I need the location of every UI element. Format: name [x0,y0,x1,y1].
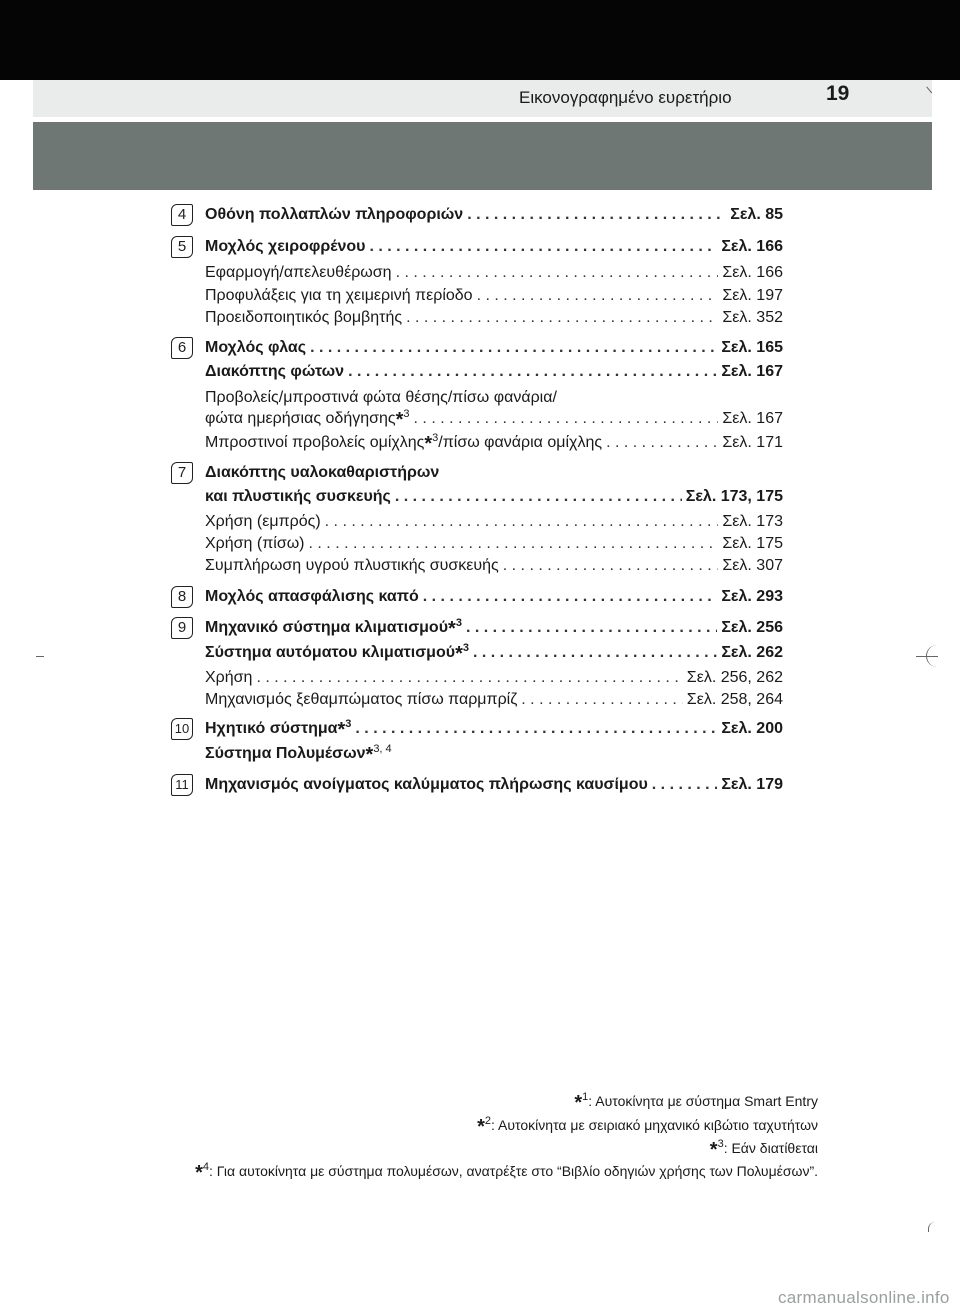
dot-leader [310,339,717,357]
note-reference: 3 [403,408,410,420]
index-subentry[interactable] [205,264,783,288]
entry-label: Μπροστινοί προβολείς ομίχλης [205,434,425,451]
crop-mark-left-middle [36,656,44,657]
entry-label: Μηχανισμός ξεθαμπώματος πίσω παρμπρίζ [205,691,518,708]
entry-label: Χρήση (εμπρός) [205,513,321,530]
page-number: 19 [826,82,850,105]
entry-label-group [205,408,410,431]
index-subentry[interactable] [205,434,783,458]
entry-label: Μοχλός φλας [205,339,307,356]
index-subentry[interactable] [205,535,783,559]
entry-label: και πλυστικής συσκευής [205,488,391,505]
item-number-7: 7 [171,462,193,484]
entry-page[interactable]: Σελ. 173, 175 [685,488,783,505]
entry-page[interactable]: Σελ. 179 [721,776,783,793]
image-placeholder-band [33,122,932,190]
dot-leader [652,776,718,794]
note-asterisk: * [424,433,433,455]
entry-page[interactable]: Σελ. 166 [721,238,783,255]
dot-leader [395,488,682,506]
item-number-10: 10 [171,718,193,740]
dot-leader [355,720,717,738]
entry-page[interactable]: Σελ. 167 [722,410,783,427]
index-subentry[interactable] [205,309,783,333]
index-entry[interactable] [205,488,783,512]
footnote-number: 4 [202,1161,210,1173]
dot-leader [348,363,717,381]
dot-leader [423,588,718,606]
index-entry[interactable] [205,776,783,800]
note-asterisk: * [448,618,456,640]
footnote-text: : Αυτοκίνητα με σύστημα Smart Entry [588,1093,818,1109]
index-entry[interactable] [205,238,783,262]
footnote-text: : Αυτοκίνητα με σειριακό μηχανικό κιβώτιο ταχυτήτων [491,1117,818,1133]
entry-page[interactable]: Σελ. 256 [721,619,783,636]
footnote-text: : Για αυτοκίνητα με σύστημα πολυμέσων, ανατρέξτε στο “Βιβλίο οδηγιών χρήσης των Πολυμέσων”. [209,1163,818,1179]
footnote-number: 2 [484,1115,492,1127]
footnote-number: 3 [717,1138,724,1150]
entry-label: Μηχανισμός ανοίγματος καλύμματος πλήρωσης καυσίμου [205,776,648,793]
entry-page[interactable]: Σελ. 171 [722,434,783,451]
entry-page[interactable]: Σελ. 165 [721,339,783,356]
dot-leader [606,434,718,452]
dot-leader [309,535,719,553]
entry-page[interactable]: Σελ. 258, 264 [686,691,783,708]
entry-page[interactable]: Σελ. 175 [722,535,783,552]
dot-leader [477,287,719,305]
entry-label: Προβολείς/μπροστινά φώτα θέσης/πίσω φανάρια/ [205,389,557,406]
dot-leader [521,691,683,709]
crop-mark-right-middle-arc [926,645,939,667]
entry-label: Μοχλός χειροφρένου [205,238,366,255]
footnote-asterisk: * [709,1139,718,1161]
item-number-9: 9 [171,617,193,639]
entry-label-group [205,718,352,741]
index-entry[interactable] [205,644,783,668]
entry-label: Ηχητικό σύστημα [205,720,338,737]
entry-label: Εφαρμογή/απελευθέρωση [205,264,392,281]
item-number-6: 6 [171,337,193,359]
note-reference: 3 [345,718,352,730]
index-entry[interactable] [205,206,783,230]
note-reference: 3 [432,432,439,444]
entry-page[interactable]: Σελ. 262 [721,644,783,661]
item-number-11: 11 [171,774,193,796]
entry-page[interactable]: Σελ. 197 [722,287,783,304]
footnote-3 [709,1138,818,1161]
entry-page[interactable]: Σελ. 85 [730,206,783,223]
entry-page[interactable]: Σελ. 167 [721,363,783,380]
entry-label: Μοχλός απασφάλισης καπό [205,588,419,605]
dot-leader [256,669,682,687]
entry-label: Μηχανικό σύστημα κλιματισμού [205,619,449,636]
note-reference: 3 [455,617,462,629]
entry-label: Συμπλήρωση υγρού πλυστικής συσκευής [205,557,499,574]
entry-label: Χρήση [205,669,253,686]
dot-leader [325,513,719,531]
entry-page[interactable]: Σελ. 293 [721,588,783,605]
entry-label: Χρήση (πίσω) [205,535,305,552]
note-reference: 3 [462,642,469,654]
entry-label: φώτα ημερήσιας οδήγησης [205,410,396,427]
dot-leader [473,644,717,662]
entry-page[interactable]: Σελ. 166 [722,264,783,281]
item-number-5: 5 [171,236,193,258]
index-subentry[interactable] [205,557,783,581]
entry-label-continued: /πίσω φανάρια ομίχλης [438,434,603,451]
dot-leader [467,206,726,224]
index-subentry[interactable] [205,410,783,434]
entry-page[interactable]: Σελ. 256, 262 [686,669,783,686]
entry-page[interactable]: Σελ. 352 [722,309,783,326]
entry-page[interactable]: Σελ. 307 [722,557,783,574]
note-asterisk: * [365,744,374,766]
watermark: carmanualsonline.info [778,1288,950,1307]
footnote-asterisk: * [574,1092,583,1114]
dot-leader [369,238,717,256]
index-subentry[interactable] [205,691,783,715]
footnote-asterisk: * [477,1116,485,1138]
entry-label-group [205,743,392,766]
entry-label: Διακόπτης φώτων [205,363,345,380]
item-number-4: 4 [171,204,193,226]
index-subentry[interactable] [205,669,783,693]
item-number-8: 8 [171,586,193,608]
entry-label: Σύστημα αυτόματου κλιματισμού [205,644,456,661]
index-entry[interactable] [205,363,783,387]
footnote-asterisk: * [195,1162,203,1184]
entry-label-group [205,432,603,455]
index-entry[interactable] [205,588,783,612]
note-reference: 3, 4 [373,743,392,755]
dot-leader [406,309,718,327]
footnote-text: : Εάν διατίθεται [723,1140,818,1156]
dot-leader [396,264,719,282]
footnote-number: 1 [582,1091,589,1103]
footnote-1 [574,1091,818,1114]
note-asterisk: * [455,643,463,665]
index-entry[interactable] [205,339,783,363]
index-entry[interactable] [205,619,783,643]
top-black-bar [0,0,960,80]
entry-label: Προφυλάξεις για τη χειμερινή περίοδο [205,287,473,304]
dot-leader [503,557,719,575]
index-subentry[interactable] [205,513,783,537]
entry-label: Οθόνη πολλαπλών πληροφοριών [205,206,464,223]
entry-page[interactable]: Σελ. 200 [721,720,783,737]
entry-label: Σύστημα Πολυμέσων [205,745,366,762]
dot-leader [414,410,719,428]
entry-label-group [205,642,469,665]
footnote-4 [195,1161,818,1184]
entry-page[interactable]: Σελ. 173 [722,513,783,530]
note-asterisk: * [395,409,404,431]
note-asterisk: * [337,719,346,741]
entry-label-group [205,617,462,640]
entry-label: Προειδοποιητικός βομβητής [205,309,403,326]
dot-leader [466,619,717,637]
index-subentry[interactable] [205,287,783,311]
entry-label: Διακόπτης υαλοκαθαριστήρων [205,464,440,481]
footnote-2 [477,1115,818,1138]
index-entry[interactable] [205,720,783,744]
crop-mark-bottom-right [928,1222,935,1232]
section-title: Εικονογραφημένο ευρετήριο [519,88,732,107]
header-strip [33,80,932,117]
